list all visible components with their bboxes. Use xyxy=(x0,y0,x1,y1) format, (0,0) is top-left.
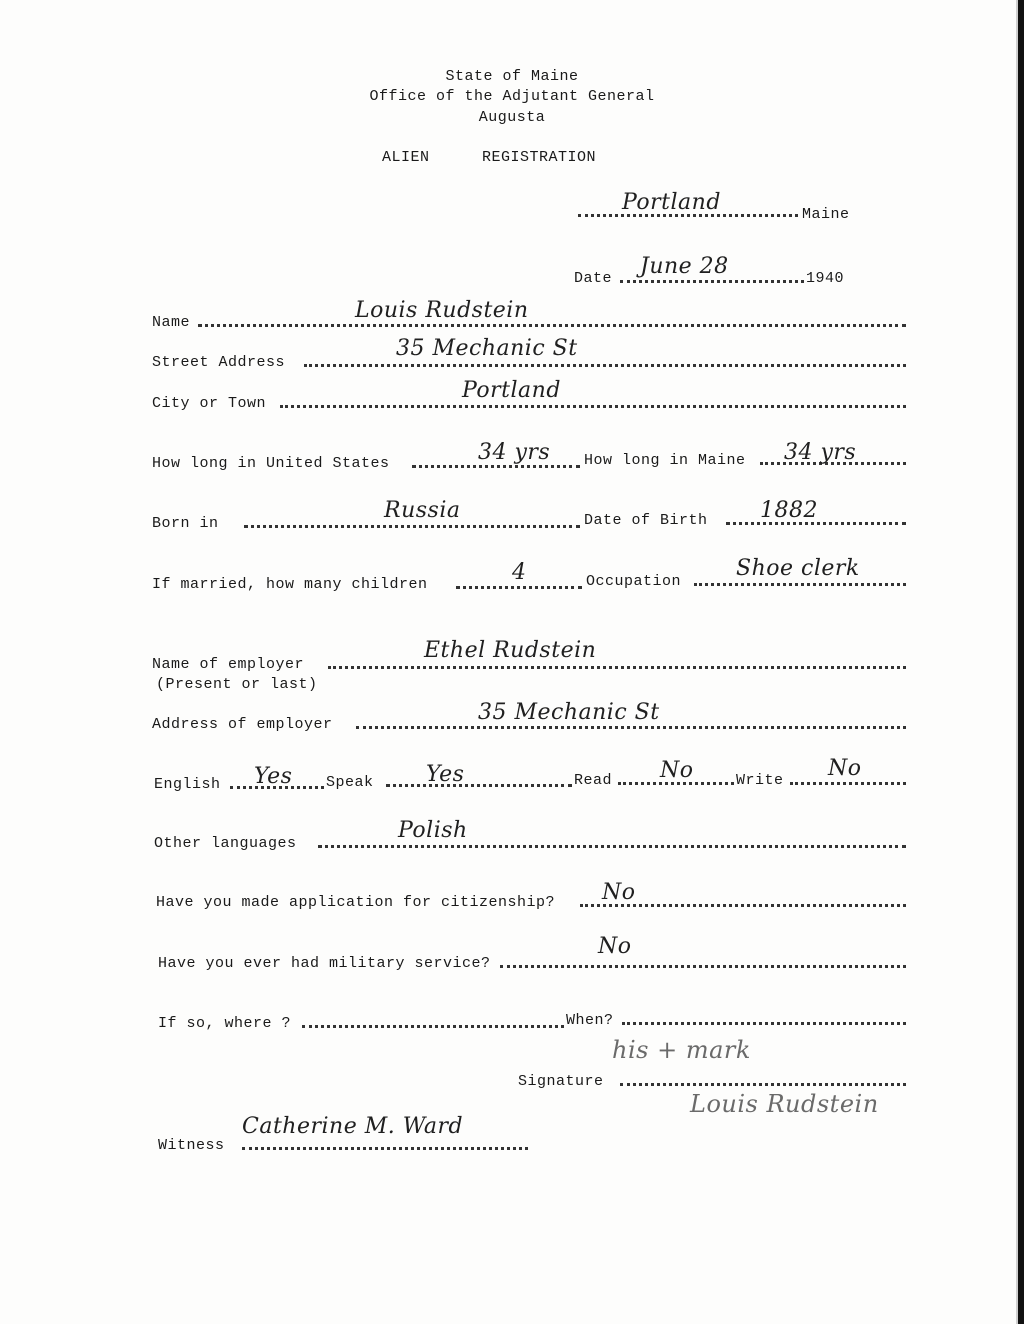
dob-value: 1882 xyxy=(760,498,818,523)
occupation-dots xyxy=(694,583,906,586)
write-dots xyxy=(790,782,906,785)
name-label: Name xyxy=(152,314,191,331)
where-label: If so, where ? xyxy=(158,1015,292,1032)
where-dots xyxy=(302,1025,564,1028)
place-suffix: Maine xyxy=(802,206,850,223)
street-value: 35 Mechanic St xyxy=(396,336,578,361)
when-dots xyxy=(622,1022,906,1025)
date-value: June 28 xyxy=(640,254,729,279)
scan-edge-shadow xyxy=(1016,0,1018,1324)
name-value: Louis Rudstein xyxy=(355,298,529,323)
write-label: Write xyxy=(736,772,784,789)
born-value: Russia xyxy=(384,498,461,523)
children-label: If married, how many children xyxy=(152,576,428,593)
place-value: Portland xyxy=(622,190,721,215)
header-state: State of Maine xyxy=(445,68,579,85)
name-dots xyxy=(198,324,906,327)
occupation-label: Occupation xyxy=(586,573,682,590)
witness-dots xyxy=(242,1147,528,1150)
speak-label: Speak xyxy=(326,774,374,791)
employer-dots xyxy=(328,666,906,669)
city-value: Portland xyxy=(462,378,561,403)
signature-dots xyxy=(620,1083,906,1086)
employer-sublabel: (Present or last) xyxy=(156,676,318,693)
military-label: Have you ever had military service? xyxy=(158,955,491,972)
signature-mark: his + mark xyxy=(612,1036,751,1064)
us-years-dots xyxy=(412,465,580,468)
employer-label: Name of employer xyxy=(152,656,305,673)
employer-address-dots xyxy=(356,726,906,729)
date-year: 1940 xyxy=(806,270,845,287)
date-label: Date xyxy=(574,270,613,287)
employer-value: Ethel Rudstein xyxy=(424,638,597,663)
signature-label: Signature xyxy=(518,1073,604,1090)
employer-address-label: Address of employer xyxy=(152,716,333,733)
city-label: City or Town xyxy=(152,395,267,412)
other-languages-label: Other languages xyxy=(154,835,297,852)
maine-years-value: 34 yrs xyxy=(784,440,857,465)
occupation-value: Shoe clerk xyxy=(736,556,860,581)
form-title-registration: REGISTRATION xyxy=(482,149,597,166)
children-value: 4 xyxy=(512,560,527,585)
header-city: Augusta xyxy=(478,109,546,126)
dob-label: Date of Birth xyxy=(584,512,708,529)
when-label: When? xyxy=(566,1012,614,1029)
born-label: Born in xyxy=(152,515,219,532)
street-label: Street Address xyxy=(152,354,286,371)
english-value: Yes xyxy=(254,764,293,789)
read-label: Read xyxy=(574,772,613,789)
english-label: English xyxy=(154,776,221,793)
citizenship-value: No xyxy=(602,880,636,905)
street-dots xyxy=(304,364,906,367)
other-languages-dots xyxy=(318,845,906,848)
maine-years-label: How long in Maine xyxy=(584,452,746,469)
military-value: No xyxy=(598,934,632,959)
header-office: Office of the Adjutant General xyxy=(369,88,655,105)
signature-name: Louis Rudstein xyxy=(690,1090,879,1118)
speak-dots xyxy=(386,784,572,787)
children-dots xyxy=(456,586,582,589)
speak-value: Yes xyxy=(426,762,465,787)
scan-edge xyxy=(1018,0,1024,1324)
us-years-label: How long in United States xyxy=(152,455,390,472)
write-value: No xyxy=(828,756,862,781)
employer-address-value: 35 Mechanic St xyxy=(478,700,660,725)
witness-value: Catherine M. Ward xyxy=(242,1114,464,1139)
us-years-value: 34 yrs xyxy=(478,440,551,465)
date-dots xyxy=(620,280,804,283)
other-languages-value: Polish xyxy=(398,818,468,843)
military-dots xyxy=(500,965,906,968)
born-dots xyxy=(244,525,580,528)
witness-label: Witness xyxy=(158,1137,225,1154)
read-value: No xyxy=(660,758,694,783)
form-title-alien: ALIEN xyxy=(382,149,430,166)
city-dots xyxy=(280,405,906,408)
citizenship-label: Have you made application for citizenship? xyxy=(156,894,556,911)
